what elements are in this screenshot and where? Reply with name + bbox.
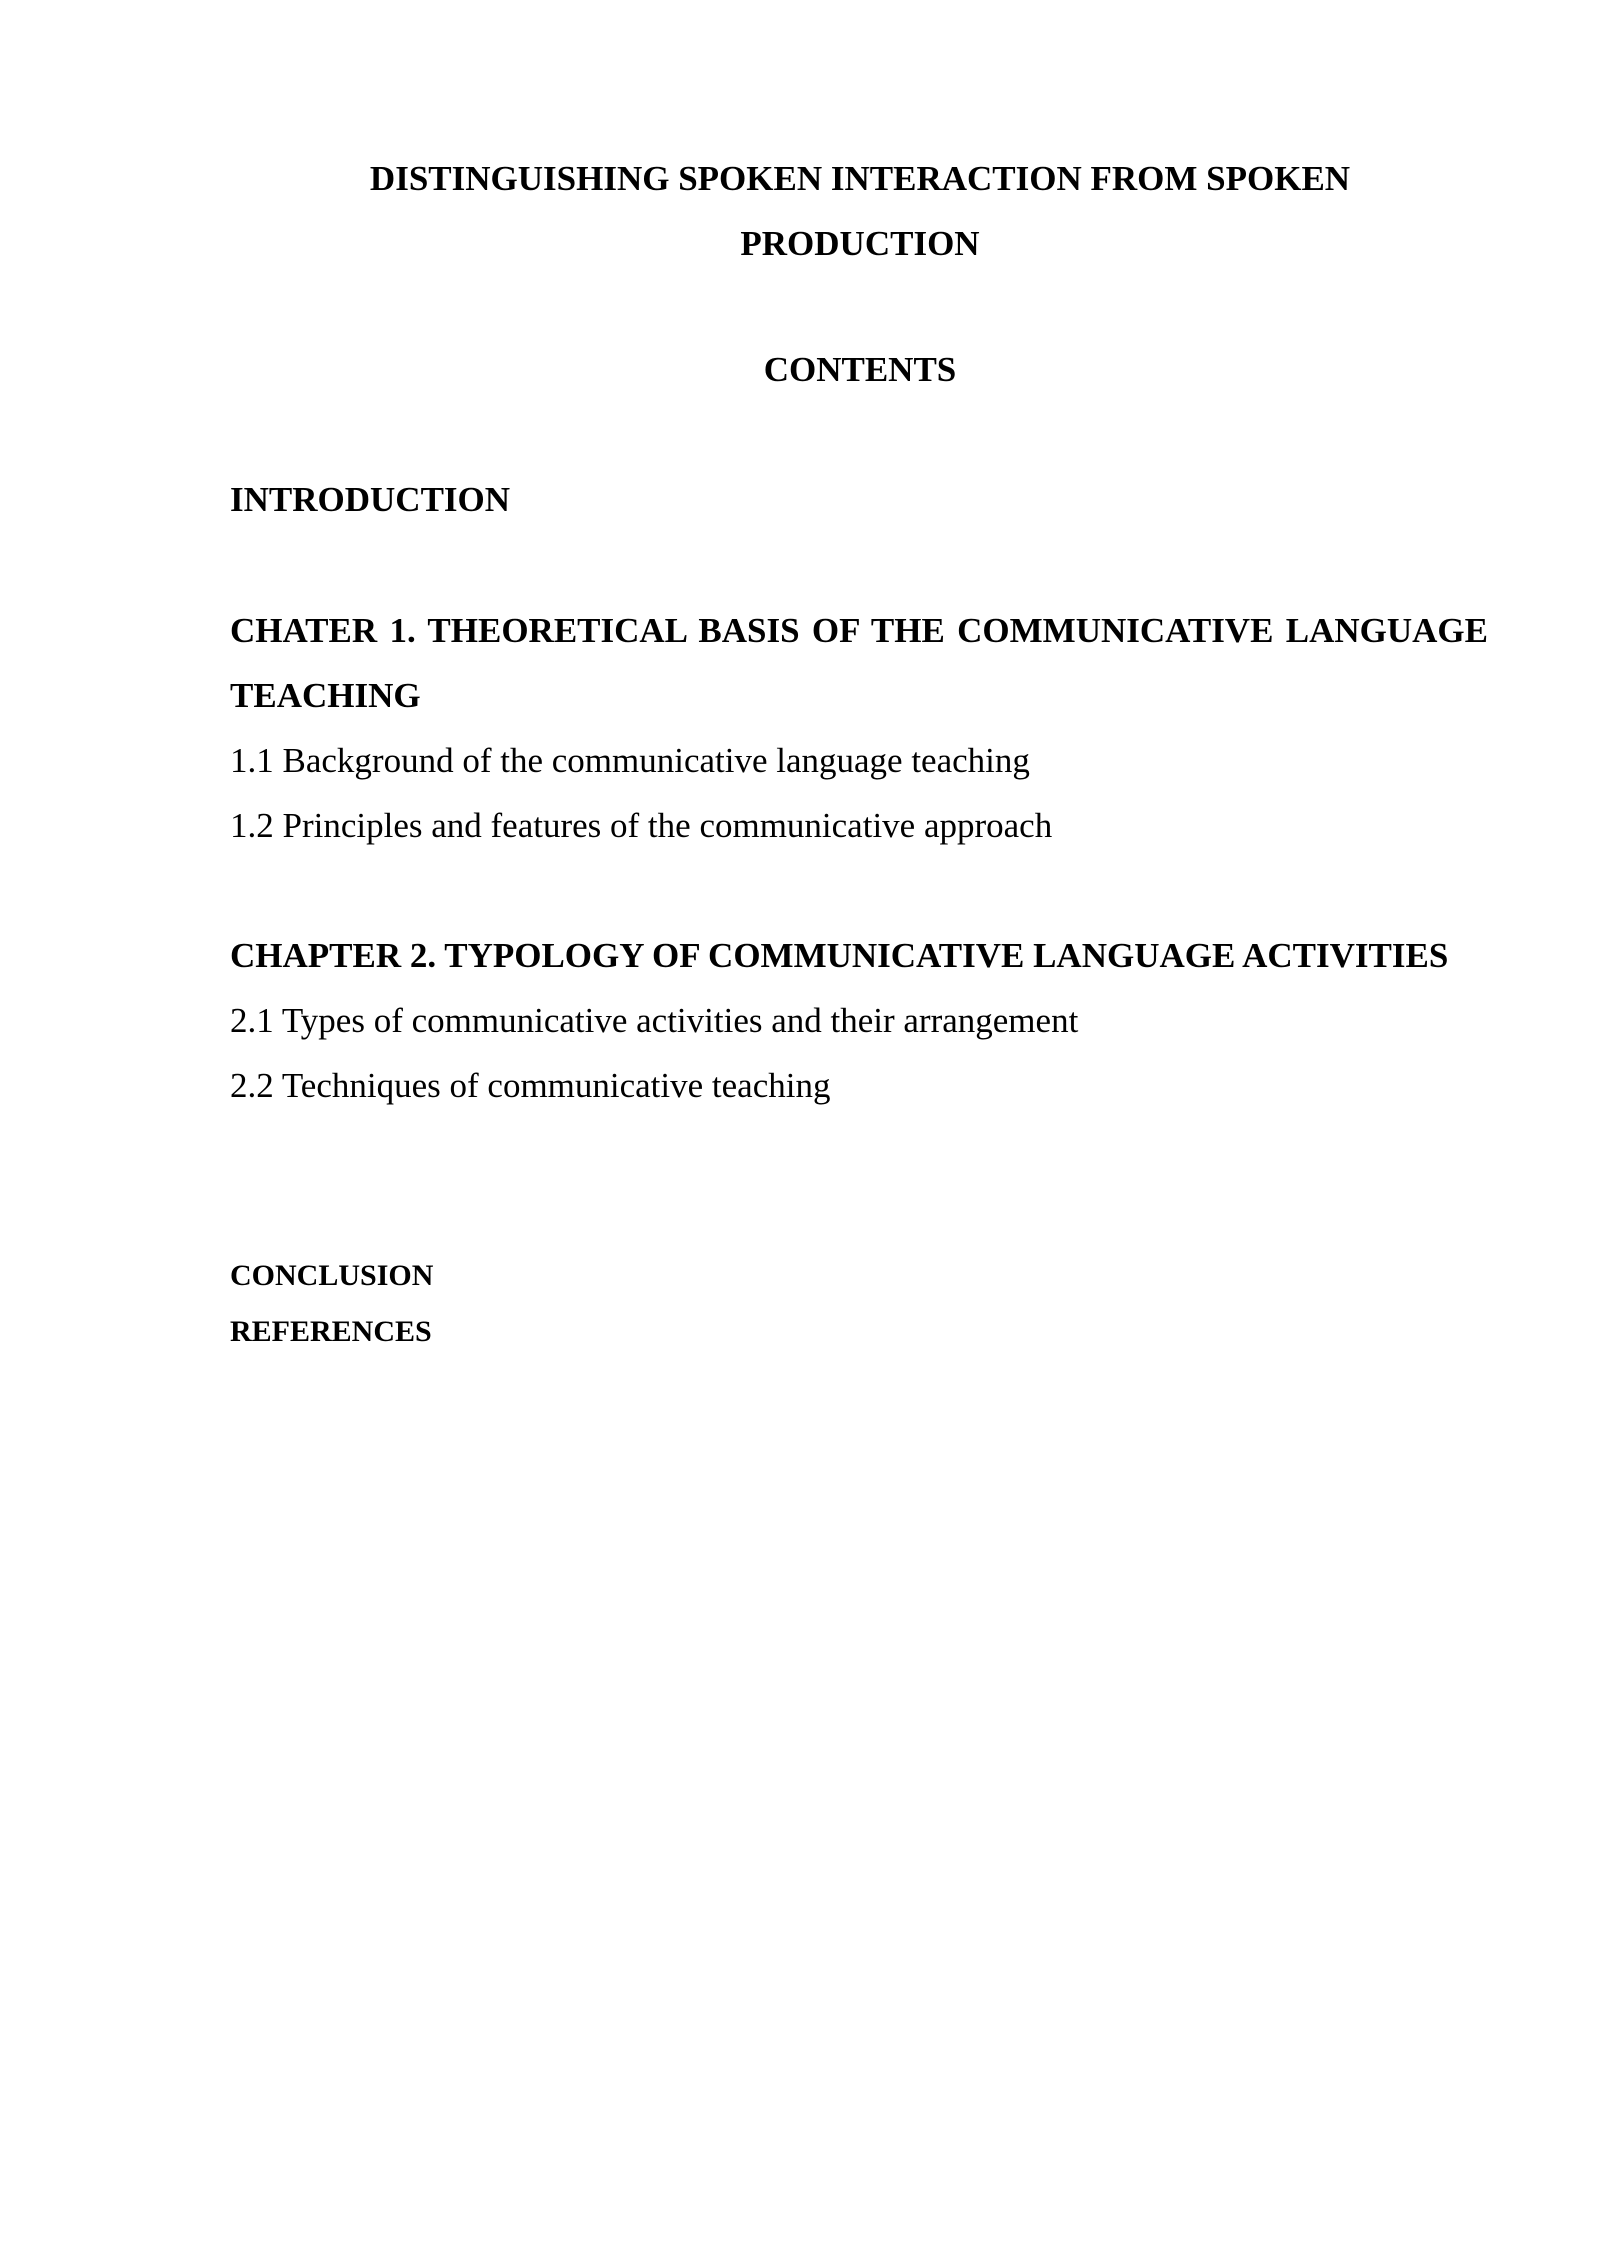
toc-introduction: INTRODUCTION: [230, 480, 511, 519]
toc-end-matter: [230, 1248, 1488, 1360]
contents-heading: CONTENTS: [763, 350, 957, 389]
document-title: DISTINGUISHING SPOKEN INTERACTION FROM SPOKEN PRODUCTION: [369, 159, 1351, 263]
toc-chapter-1: [230, 598, 1488, 858]
toc-references: REFERENCES: [230, 1315, 432, 1348]
toc-chapter-2: [230, 923, 1488, 1118]
toc-section-1-1: 1.1 Background of the communicative language teaching: [230, 741, 1030, 780]
toc-conclusion: CONCLUSION: [230, 1259, 434, 1292]
toc-section-2-2: 2.2 Techniques of communicative teaching: [230, 1066, 831, 1105]
toc-section-2-1: 2.1 Types of communicative activities and their arrangement: [230, 1001, 1079, 1040]
chapter-2-sections: [230, 988, 1488, 1118]
chapter-1-sections: [230, 728, 1488, 858]
chapter-2-heading: CHAPTER 2. TYPOLOGY OF COMMUNICATIVE LANGUAGE ACTIVITIES: [230, 936, 1449, 975]
toc-section-1-2: 1.2 Principles and features of the communicative approach: [230, 806, 1053, 845]
chapter-1-heading: CHATER 1. THEORETICAL BASIS OF THE COMMUNICATIVE LANGUAGE TEACHING: [230, 611, 1488, 715]
